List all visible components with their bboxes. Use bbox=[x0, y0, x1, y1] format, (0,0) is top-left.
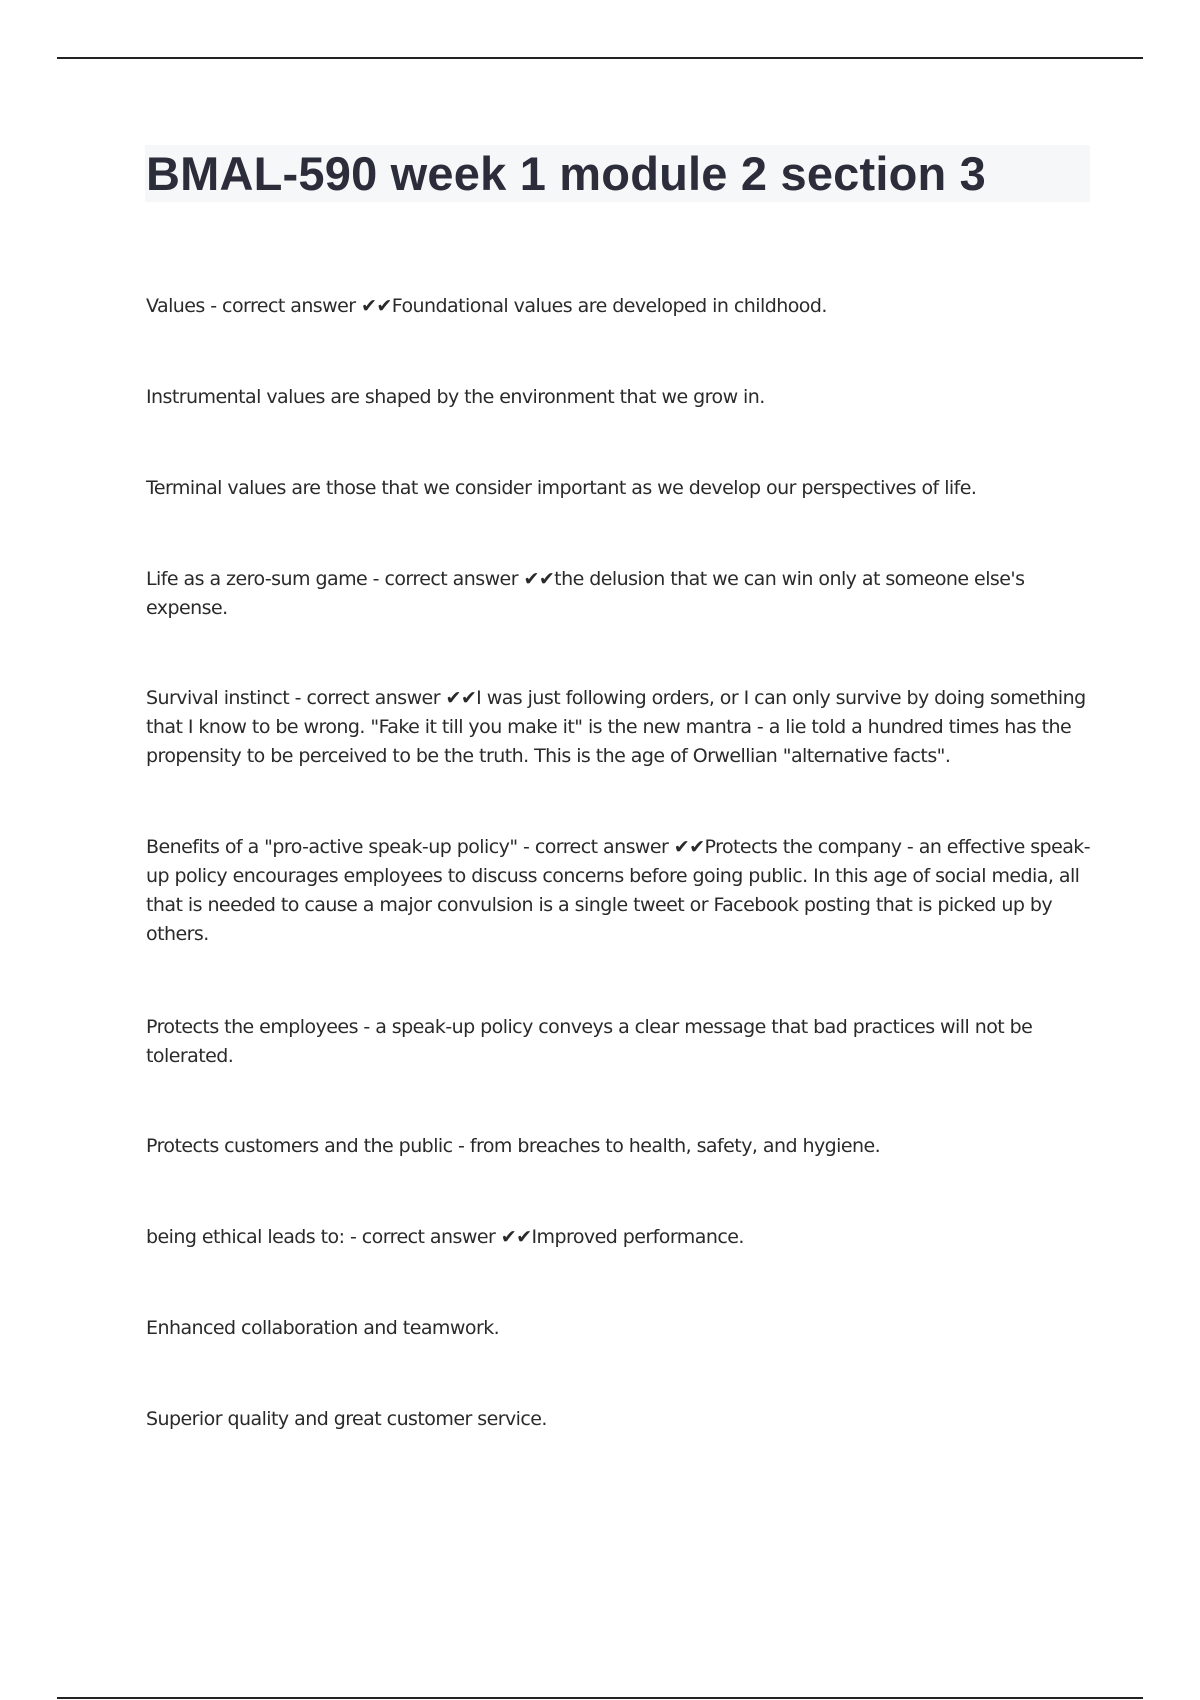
paragraph-being-ethical: being ethical leads to: - correct answer ✔✔Improved performance. bbox=[146, 1226, 744, 1248]
bottom-rule bbox=[57, 1697, 1143, 1699]
paragraph-protects-employees: Protects the employees - a speak-up policy conveys a clear message that bad practices will not be tolerated. bbox=[146, 1016, 1033, 1067]
paragraph-quality-service: Superior quality and great customer service. bbox=[146, 1408, 547, 1430]
paragraph-survival-instinct: Survival instinct - correct answer ✔✔I was just following orders, or I can only survive by doing something that I know to be wrong. "Fake it till you make it" is the new mantra - a lie told a hundred times has the propensity to be perceived to be the truth. This is the age of Orwellian "alternative facts". bbox=[146, 687, 1086, 767]
document-title: BMAL-590 week 1 module 2 section 3 bbox=[146, 147, 987, 200]
top-rule bbox=[57, 57, 1143, 59]
paragraph-terminal-values: Terminal values are those that we consider important as we develop our perspectives of life. bbox=[146, 477, 977, 499]
paragraph-instrumental-values: Instrumental values are shaped by the environment that we grow in. bbox=[146, 386, 765, 408]
paragraph-values: Values - correct answer ✔✔Foundational values are developed in childhood. bbox=[146, 295, 827, 317]
paragraph-protects-customers: Protects customers and the public - from breaches to health, safety, and hygiene. bbox=[146, 1135, 881, 1157]
paragraph-speak-up-benefits: Benefits of a "pro-active speak-up policy" - correct answer ✔✔Protects the company - an effective speak-up policy encourages employees to discuss concerns before going public. In this age of social media, all that is needed to cause a major convulsion is a single tweet or Facebook posting that is picked up by others. bbox=[146, 836, 1091, 945]
paragraph-zero-sum-game: Life as a zero-sum game - correct answer ✔✔the delusion that we can win only at someone else's expense. bbox=[146, 568, 1025, 619]
paragraph-collaboration: Enhanced collaboration and teamwork. bbox=[146, 1317, 500, 1339]
